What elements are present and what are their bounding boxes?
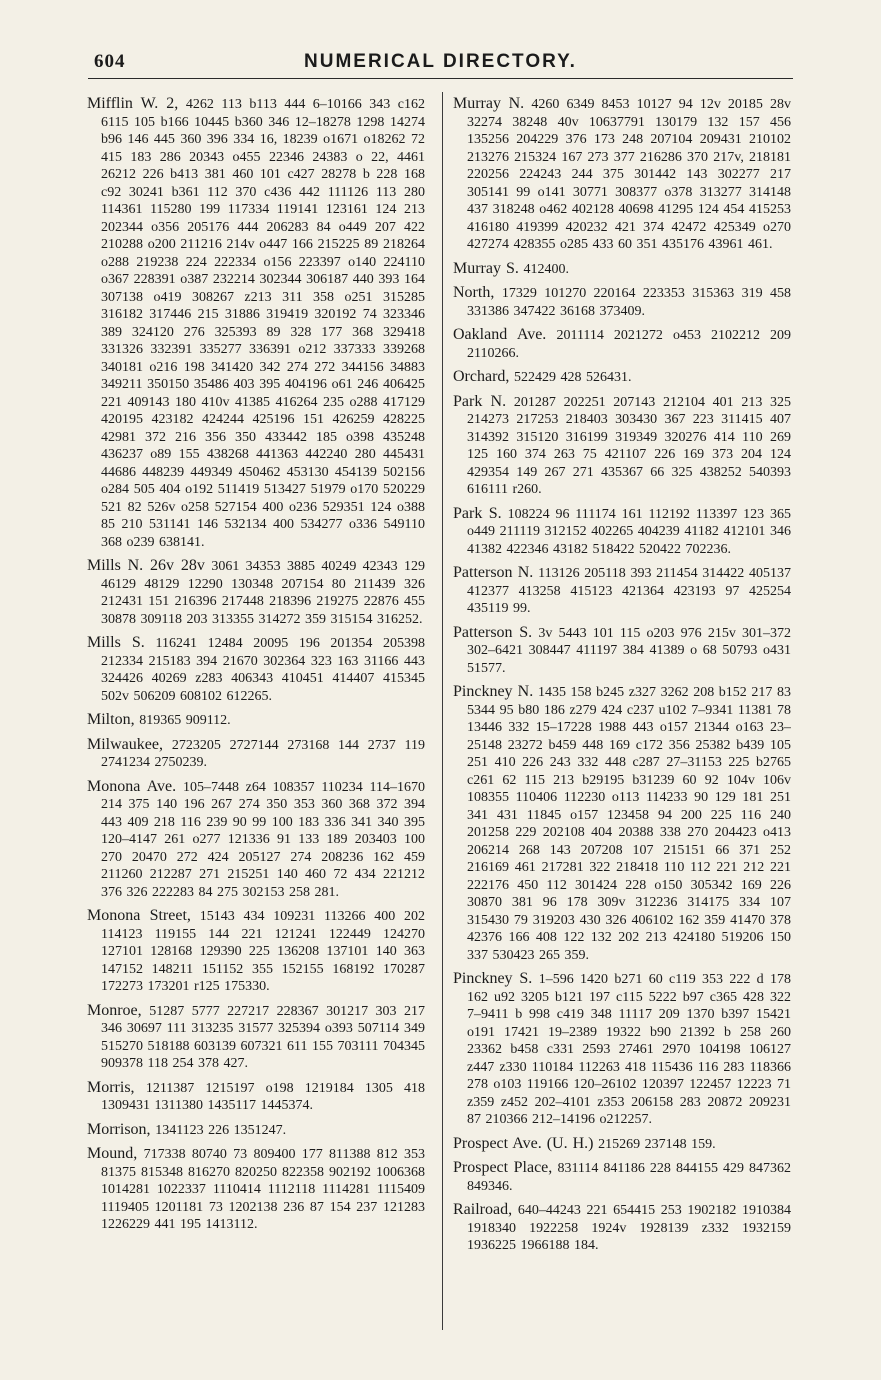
directory-entry [453, 368, 791, 387]
street-name: Milton, [87, 711, 135, 728]
directory-entry [453, 1159, 791, 1195]
street-name: Murray S. [453, 259, 519, 277]
directory-entry [453, 393, 791, 499]
directory-entry [87, 557, 425, 628]
house-numbers: 105–7448 z64 108357 110234 114–1670 214 375 140 196 267 274 350 353 360 368 372 394 443 409 218 116 239 90 99 100 183 336 341 340 395 120–4147 261 o277 121336 91 133 189 203403 100 270 20470 272 424 205127 274 208236 162 459 211260 212287 271 215251 140 460 72 434 221212 376 326 222283 84 275 302153 258 281. [101, 779, 425, 900]
directory-entry [87, 711, 425, 730]
street-name: Monona Street, [87, 907, 191, 924]
directory-entry [87, 736, 425, 772]
street-name: Orchard, [453, 368, 510, 385]
street-name: Monroe, [87, 1001, 142, 1019]
house-numbers: 1341123 226 1351247. [155, 1122, 287, 1138]
street-name: Railroad, [453, 1201, 513, 1218]
directory-entry [87, 1121, 425, 1140]
house-numbers: 3061 34353 3885 40249 42343 129 46129 48129 12290 130348 207154 80 211439 326 212431 151 216396 217448 218396 219275 22876 455 30878 309118 203 313355 314272 359 315154 316252. [101, 559, 425, 627]
column-divider [442, 92, 443, 1330]
house-numbers: 1435 158 b245 z327 3262 208 b152 217 83 5344 95 b80 186 z279 424 c237 u102 7–9341 11381 78 13446 332 15–17228 1988 443 o157 21344 o163 23–25148 23272 b459 448 169 c172 356 25382 b439 105 251 410 226 243 332 448 c287 27–31153 225 b2765 c261 62 115 213 b29195 b31239 60 92 104v 106v 108355 110406 112230 o113 114233 90 129 181 251 341 431 11845 o157 123458 94 200 225 116 240 201258 229 202108 404 20388 338 270 204423 o413 206214 268 143 207208 107 215151 66 371 252 216169 461 217281 322 218418 110 112 221 212 221 222176 450 112 301424 228 o150 305342 169 226 30870 381 96 178 309v 312236 314175 334 107 315430 79 319203 430 326 406102 162 359 41470 378 42376 166 408 122 132 202 213 424180 519206 150 337 530423 265 359. [467, 685, 791, 963]
directory-entry [87, 1002, 425, 1073]
directory-entry [453, 624, 791, 678]
directory-entry [87, 907, 425, 996]
street-name: North, [453, 284, 495, 301]
house-numbers: 819365 909112. [139, 713, 231, 728]
street-name: Prospect Ave. (U. H.) [453, 1134, 594, 1152]
street-name: Morris, [87, 1078, 135, 1096]
left-column [87, 95, 425, 1330]
house-numbers: 15143 434 109231 113266 400 202 114123 119155 144 221 121241 122449 124270 127101 128168 129390 225 136208 137101 140 363 147152 148211 151152 355 152155 168192 170287 172273 173201 r125 175330. [101, 909, 425, 994]
directory-entry [453, 95, 791, 254]
directory-entry [453, 1135, 791, 1154]
right-column [453, 95, 791, 1330]
street-name: Prospect Place, [453, 1159, 553, 1176]
house-numbers: 108224 96 111174 161 112192 113397 123 365 o449 211119 312152 402265 404239 41182 412101 346 41382 422346 43182 518422 520422 702236. [467, 506, 791, 557]
street-name: Mills N. 26v 28v [87, 557, 205, 574]
directory-entry [453, 260, 791, 279]
directory-entry [453, 1201, 791, 1255]
directory-entry [453, 564, 791, 618]
directory-entry [453, 683, 791, 964]
directory-entry [453, 326, 791, 362]
house-numbers: 4262 113 b113 444 6–10166 343 c162 6115 105 b166 10445 b360 346 12–18278 1298 14274 b96 146 445 360 396 334 16, 18239 o1671 o18262 72 415 183 286 20343 o455 22346 24383 o 22, 4461 26212 226 b413 381 460 101 c427 28278 b 228 168 c92 30241 b361 112 370 c436 442 111126 113 280 114361 115280 199 117334 119141 123161 124 213 202344 o356 205176 444 206283 84 o449 207 422 210288 o200 211216 214v o447 166 215225 89 218264 o288 219238 224 222334 o156 223397 o140 224110 o367 228391 o387 232214 302344 306187 440 393 164 307138 o419 308267 z213 311 358 o251 315285 316182 317446 215 31886 319419 320192 74 323346 389 324120 276 325393 89 328 177 368 329418 331326 332391 335277 336391 o212 337333 339268 340181 o216 198 341420 342 274 272 344156 34883 349211 350150 35486 403 395 404196 o61 246 406425 221 409143 180 410v 41385 416264 235 o288 417129 420195 423182 424244 425196 151 426259 428225 42981 372 216 356 350 433442 185 o398 435248 436237 o89 155 438268 441363 442240 280 445431 44686 448239 449349 450462 453130 454139 502156 o284 505 404 o192 511419 513427 51979 o170 520229 521 82 526v o258 527154 400 o236 529351 124 o388 85 210 531141 146 532134 400 534277 o336 549110 368 o239 638141. [101, 97, 425, 550]
house-numbers: 4260 6349 8453 10127 94 12v 20185 28v 32274 38248 40v 10637791 130179 132 157 456 135256 204229 376 173 248 207104 209431 210102 213276 215324 167 273 377 216286 370 217v, 218181 220256 224243 244 375 301442 143 302277 217 305141 99 o141 30771 308377 o378 313277 314148 437 318248 o462 402128 40698 41295 124 454 415253 416180 419399 420232 421 374 42472 425349 o270 427274 428355 o285 433 60 351 435176 43961 461. [467, 97, 791, 252]
street-name: Mifflin W. 2, [87, 95, 179, 112]
directory-entry [87, 95, 425, 551]
page-number: 604 [94, 51, 126, 72]
street-name: Morrison, [87, 1120, 151, 1138]
street-name: Patterson N. [453, 564, 534, 581]
street-name: Monona Ave. [87, 777, 177, 795]
street-name: Park N. [453, 392, 507, 410]
house-numbers: 412400. [523, 261, 570, 277]
house-numbers: 522429 428 526431. [514, 370, 632, 385]
house-numbers: 3v 5443 101 115 o203 976 215v 301–372 302–6421 308447 411197 384 41389 o 68 50793 o431 51577. [467, 625, 791, 676]
street-name: Park S. [453, 504, 502, 522]
street-name: Mills S. [87, 634, 145, 651]
street-name: Patterson S. [453, 623, 533, 641]
directory-entry [453, 970, 791, 1129]
house-numbers: 215269 237148 159. [598, 1136, 716, 1152]
house-numbers: 201287 202251 207143 212104 401 213 325 214273 217253 218403 303430 367 223 311415 407 314392 315120 316199 319349 320276 414 110 269 125 160 374 263 75 421107 226 169 373 204 124 429354 149 267 271 435367 66 325 438252 540393 616111 r260. [467, 394, 791, 497]
house-numbers: 51287 5777 227217 228367 301217 303 217 346 30697 111 313235 31577 325394 o393 507114 349 515270 518188 603139 607321 611 155 703111 704345 909378 118 254 378 427. [101, 1003, 425, 1071]
street-name: Oakland Ave. [453, 326, 547, 343]
house-numbers: 113126 205118 393 211454 314422 405137 412377 413258 415123 421364 423193 97 425254 435119 99. [467, 566, 791, 616]
house-numbers: 17329 101270 220164 223353 315363 319 458 331386 347422 36168 373409. [467, 286, 791, 319]
house-numbers: 2723205 2727144 273168 144 2737 119 2741234 2750239. [101, 737, 425, 770]
directory-entry [87, 778, 425, 902]
directory-entry [453, 505, 791, 559]
house-numbers: 831114 841186 228 844155 429 847362 849346. [467, 1161, 791, 1194]
house-numbers: 1–596 1420 b271 60 c119 353 222 d 178 162 u92 3205 b121 197 c115 5222 b97 c365 428 322 7–9411 b 998 c419 348 11117 209 1370 b397 15421 o191 17421 19–2389 19322 b90 21392 b 258 260 23362 b458 c331 2593 27461 2970 104198 106127 z447 z330 110184 112263 418 115436 116 283 118366 278 o103 119166 120–26102 120397 122457 12223 71 z359 z452 202–4101 z353 206158 283 20872 209231 87 210366 212–14196 o212257. [467, 972, 791, 1127]
house-numbers: 640–44243 221 654415 253 1902182 1910384 1918340 1922258 1924v 1928139 z332 1932159 1936225 1966188 184. [467, 1203, 791, 1253]
house-numbers: 1211387 1215197 o198 1219184 1305 418 1309431 1311380 1435117 1445374. [101, 1080, 425, 1113]
street-name: Milwaukee, [87, 735, 163, 753]
house-numbers: 717338 80740 73 809400 177 811388 812 353 81375 815348 816270 820250 822358 902192 1006368 1014281 1022337 1110414 1112118 1114281 1115409 1119405 1201181 73 1202138 236 87 154 237 121283 1226229 441 195 1413112. [101, 1147, 425, 1232]
street-name: Mound, [87, 1145, 138, 1162]
directory-entry [87, 1079, 425, 1115]
directory-entry [87, 634, 425, 705]
directory-entry [453, 284, 791, 320]
house-numbers: 116241 12484 20095 196 201354 205398 212334 215183 394 21670 302364 323 163 31166 443 324426 40269 z283 406343 410451 414407 415345 502v 506209 608102 612265. [101, 636, 425, 704]
street-name: Murray N. [453, 95, 525, 112]
page-header [88, 48, 793, 79]
street-name: Pinckney N. [453, 683, 534, 700]
page-title: NUMERICAL DIRECTORY. [304, 51, 577, 72]
street-name: Pinckney S. [453, 970, 533, 987]
house-numbers: 2011114 2021272 o453 2102212 209 2110266. [467, 328, 791, 361]
directory-entry [87, 1145, 425, 1234]
